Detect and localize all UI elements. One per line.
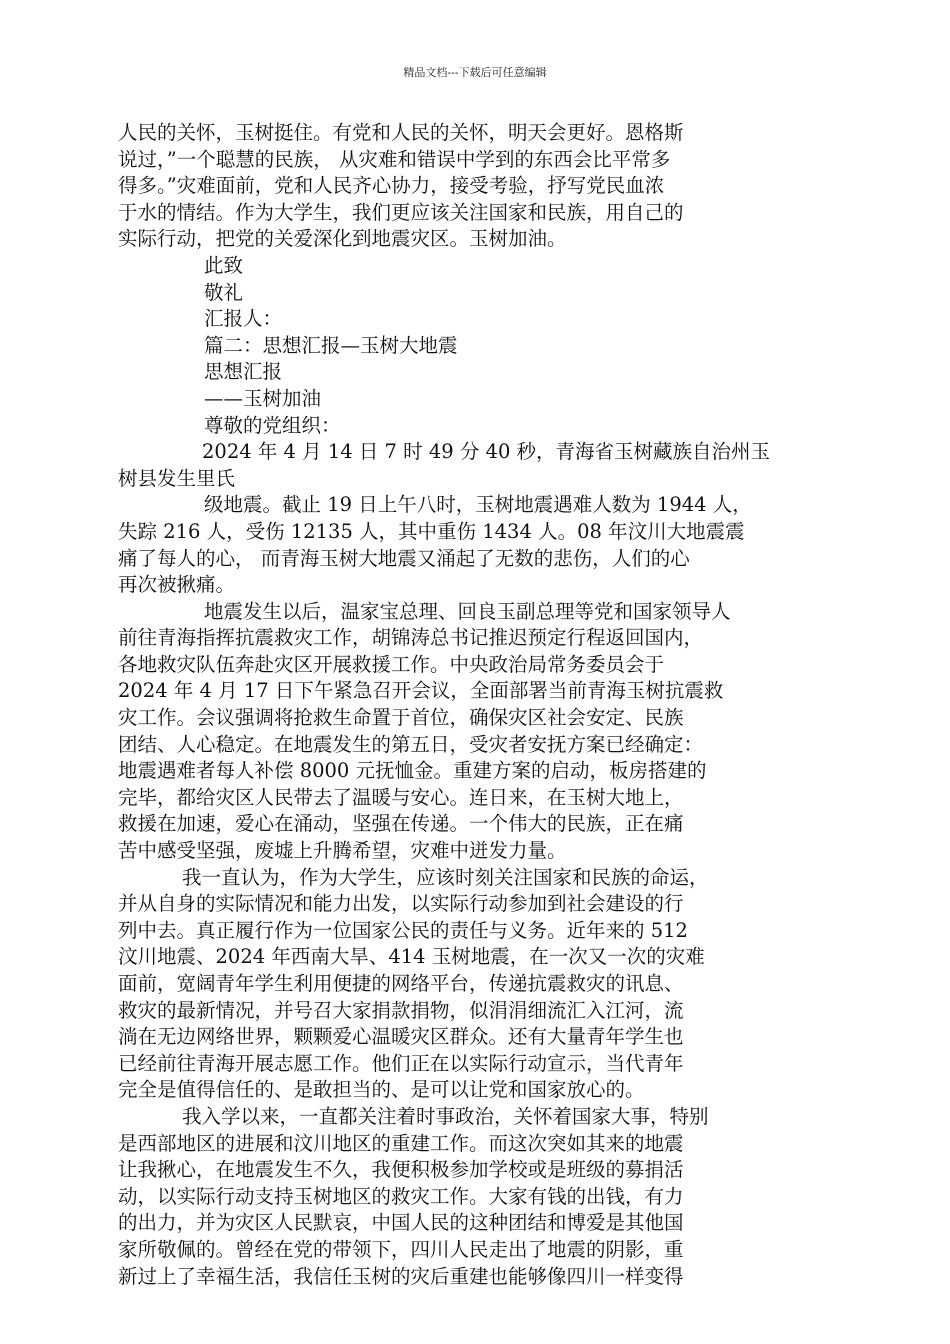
text-line: 说过，”一个聪慧的民族， 从灾难和错误中学到的东西会比平常多 (118, 147, 671, 171)
text-line: 淌在无边网络世界，颗颗爱心温暖灾区群众。还有大量青年学生也 (118, 1025, 684, 1049)
text-line: 是西部地区的进展和汶川地区的重建工作。而这次突如其来的地震 (118, 1131, 684, 1155)
text-line: 完全是值得信任的、是敢担当的、是可以让党和国家放心的。 (118, 1078, 645, 1102)
text-line: 篇二：思想汇报—玉树大地震 (204, 333, 458, 357)
text-line: 实际行动，把党的关爱深化到地震灾区。玉树加油。 (118, 227, 567, 251)
text-line: 完毕，都给灾区人民带去了温暖与安心。连日来，在玉树大地上， (118, 785, 684, 809)
text-line: 并从自身的实际情况和能力出发，以实际行动参加到社会建设的行 (118, 892, 684, 916)
text-line: 团结、人心稳定。在地震发生的第五日，受灾者安抚方案已经确定： (118, 732, 704, 756)
text-line: 再次被揪痛。 (118, 573, 236, 597)
text-line: 思想汇报 (204, 360, 283, 384)
text-line: 各地救灾队伍奔赴灾区开展救援工作。中央政治局常务委员会于 (118, 652, 665, 676)
text-line: 前往青海指挥抗震救灾工作，胡锦涛总书记推迟预定行程返回国内， (118, 626, 704, 650)
text-line: 敬礼 (204, 280, 244, 304)
page-header: 精品文档---下载后可任意编辑 (403, 66, 547, 79)
text-line: 级地震。截止 19 日上午八时，玉树地震遇难人数为 1944 人， (204, 493, 752, 517)
text-line: 我一直认为，作为大学生，应该时刻关注国家和民族的命运， (182, 865, 709, 889)
text-line: 苦中感受坚强，废墟上升腾希望，灾难中迸发力量。 (118, 839, 567, 863)
text-line: ——玉树加油 (204, 386, 322, 410)
text-line: 地震发生以后，温家宝总理、回良玉副总理等党和国家领导人 (204, 599, 731, 623)
text-line: 我入学以来，一直都关注着时事政治，关怀着国家大事，特别 (182, 1104, 709, 1128)
text-line: 得多。”灾难面前，党和人民齐心协力，接受考验，抒写党民血浓 (118, 174, 665, 198)
text-line: 已经前往青海开展志愿工作。他们正在以实际行动宣示，当代青年 (118, 1051, 684, 1075)
text-line: 新过上了幸福生活，我信任玉树的灾后重建也能够像四川一样变得 (118, 1264, 684, 1288)
text-line: 此致 (204, 253, 244, 277)
text-line: 2024 年 4 月 14 日 7 时 49 分 40 秒，青海省玉树藏族自治州玉 (202, 440, 771, 464)
text-line: 面前，宽阔青年学生利用便捷的网络平台，传递抗震救灾的讯息、 (118, 972, 684, 995)
text-line: 人民的关怀，玉树挺住。有党和人民的关怀，明天会更好。恩格斯 (118, 121, 684, 144)
text-line: 尊敬的党组织： (204, 413, 341, 437)
text-line: 树县发生里氏 (118, 466, 236, 490)
text-line: 列中去。真正履行作为一位国家公民的责任与义务。近年来的 512 (118, 918, 688, 942)
text-line: 2024 年 4 月 17 日下午紧急召开会议，全面部署当前青海玉树抗震救 (118, 679, 724, 703)
text-line: 汶川地震、2024 年西南大旱、414 玉树地震，在一次又一次的灾难 (118, 945, 705, 969)
text-line: 让我揪心，在地震发生不久，我便积极参加学校或是班级的募捐活 (118, 1158, 684, 1182)
text-line: 汇报人： (204, 307, 283, 331)
text-line: 家所敬佩的。曾经在党的带领下，四川人民走出了地震的阴影，重 (118, 1237, 684, 1261)
text-line: 于水的情结。作为大学生，我们更应该关注国家和民族，用自己的 (118, 200, 684, 224)
text-line: 失踪 216 人，受伤 12135 人，其中重伤 1434 人。08 年汶川大地震震 (118, 519, 745, 543)
text-line: 灾工作。会议强调将抢救生命置于首位，确保灾区社会安定、民族 (118, 706, 684, 730)
text-line: 痛了每人的心， 而青海玉树大地震又涌起了无数的悲伤，人们的心 (118, 546, 690, 570)
document-body (118, 120, 818, 1290)
text-line: 地震遇难者每人补偿 8000 元抚恤金。重建方案的启动，板房搭建的 (118, 759, 707, 783)
text-line: 动，以实际行动支持玉树地区的救灾工作。大家有钱的出钱，有力 (118, 1184, 684, 1208)
text-line: 的出力，并为灾区人民默哀，中国人民的这种团结和博爱是其他国 (118, 1211, 684, 1235)
text-line: 救灾的最新情况，并号召大家捐款捐物，似涓涓细流汇入江河，流 (118, 998, 684, 1022)
text-line: 救援在加速，爱心在涌动，坚强在传递。一个伟大的民族，正在痛 (118, 812, 684, 836)
